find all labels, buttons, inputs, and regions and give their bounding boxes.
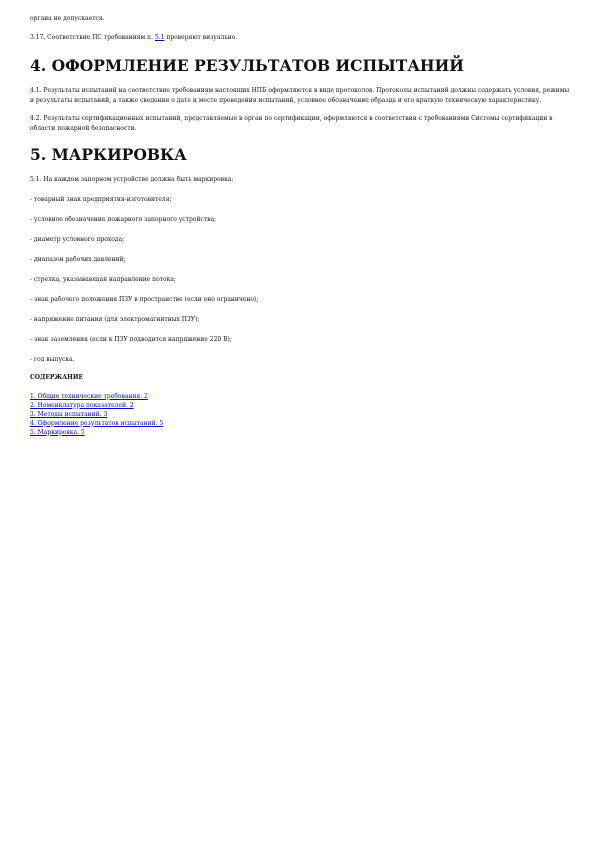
- paragraph-3-17-suffix: проверяют визуально.: [164, 33, 238, 41]
- paragraph-5-1: 5.1. На каждом запорном устройстве должна быть маркировка:: [30, 176, 234, 183]
- toc-link-1[interactable]: 1. Общие технические требования. 2: [30, 392, 148, 400]
- marking-item: - год выпуска.: [30, 356, 75, 363]
- marking-item: - знак заземления (если к ПЗУ подводится напряжение 220 В);: [30, 336, 232, 343]
- toc-item: [30, 410, 570, 419]
- toc-link-3[interactable]: 3. Методы испытаний. 3: [30, 410, 108, 418]
- toc-link-2[interactable]: 2. Номенклатура показателей. 2: [30, 401, 134, 409]
- paragraph-3-17-prefix: 3.17. Соответствие ПС требованиям п.: [30, 33, 155, 41]
- toc-item: [30, 419, 570, 428]
- toc-item: [30, 428, 570, 437]
- toc-title: СОДЕРЖАНИЕ: [30, 373, 84, 381]
- link-5-1[interactable]: 5.1: [154, 33, 165, 41]
- toc-link-4[interactable]: 4. Оформление результатов испытаний. 5: [30, 419, 164, 427]
- marking-item: - диаметр условного прохода;: [30, 236, 125, 243]
- table-of-contents: [30, 392, 570, 437]
- paragraph-4-2: 4.2. Результаты сертификационных испытаний, представляемые в орган по сертификации, оформляются в соответствии с требованиями Системы сертификации в области пожарной безопасности.: [30, 115, 553, 132]
- section-5-heading: 5. МАРКИРОВКА: [30, 145, 187, 164]
- document-page: [30, 14, 570, 437]
- toc-item: [30, 401, 570, 410]
- paragraph-3-17: [30, 33, 570, 43]
- intro-top-line: органа не допускается.: [30, 15, 105, 22]
- marking-item: - условное обозначение пожарного запорного устройства;: [30, 216, 217, 223]
- marking-item: - товарный знак предприятия-изготовителя;: [30, 196, 172, 203]
- marking-item: - диапазон рабочих давлений;: [30, 256, 126, 263]
- paragraph-4-1: 4.1. Результаты испытаний на соответствие требованиям настоящих НПБ оформляются в виде протоколов. Протоколы испытаний должны содержать условия, режимы и результаты испытаний, а также сведения о дате и месте проведения испытаний, условное обозначение образца и его краткую техническую характеристику.: [30, 87, 570, 104]
- marking-item: - стрелка, указывающая направление потока;: [30, 276, 176, 283]
- marking-item: - знак рабочего положения ПЗУ в пространстве (если оно ограничено);: [30, 296, 259, 303]
- toc-item: [30, 392, 570, 401]
- toc-link-5[interactable]: 5. Маркировка. 5: [30, 428, 85, 436]
- section-4-heading: 4. ОФОРМЛЕНИЕ РЕЗУЛЬТАТОВ ИСПЫТАНИЙ: [30, 56, 464, 75]
- marking-item: - напряжение питания (для электромагнитных ПЗУ);: [30, 316, 200, 323]
